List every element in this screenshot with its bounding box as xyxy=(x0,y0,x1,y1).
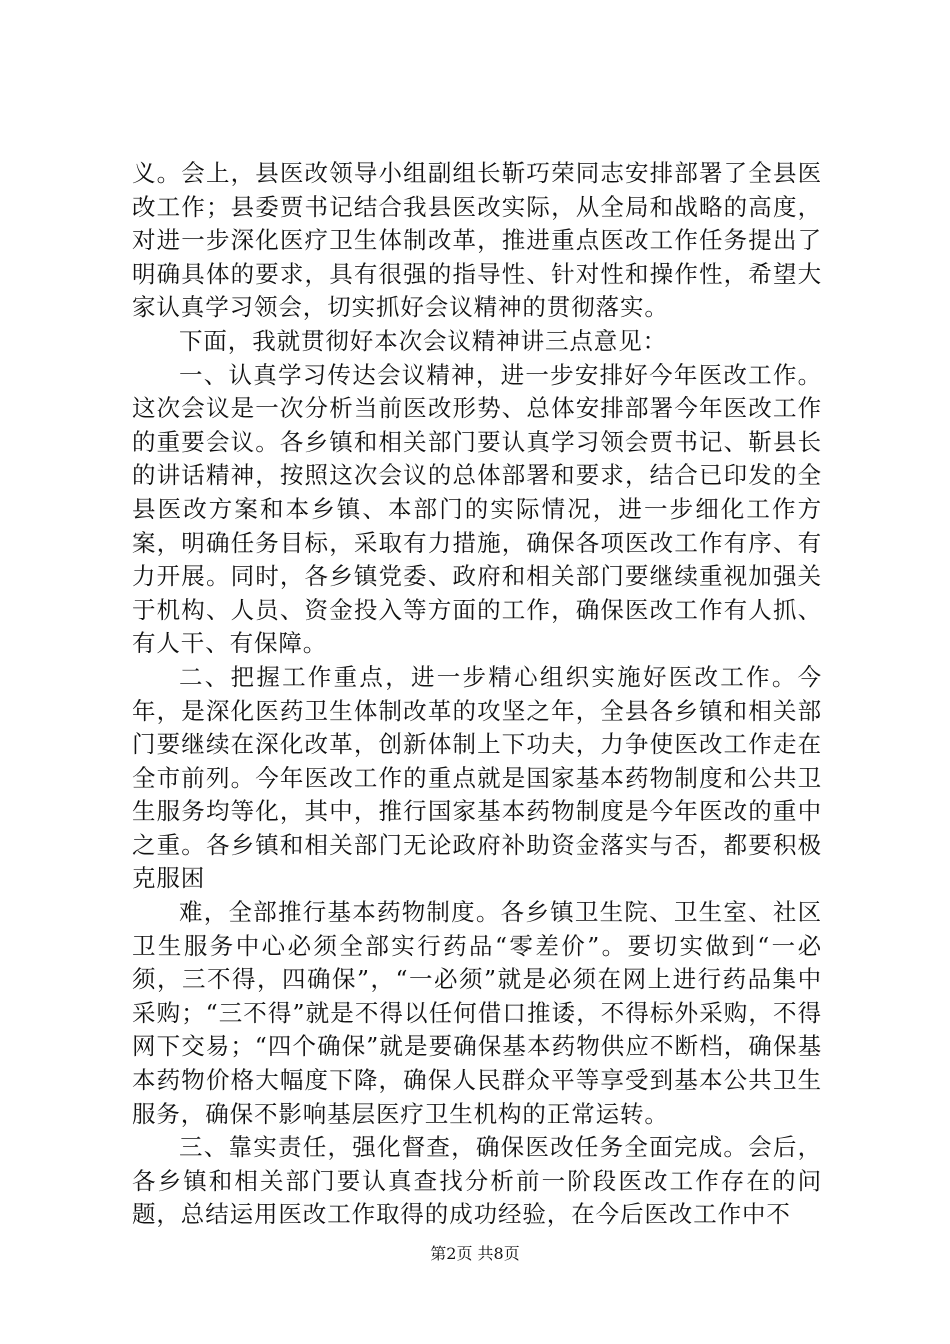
paragraph-5: 难，全部推行基本药物制度。各乡镇卫生院、卫生室、社区卫生服务中心必须全部实行药品“零差价”。要切实做到“一必须，三不得，四确保”，“一必须”就是必须在网上进行药品集中采购；“三不得”就是不得以任何借口推诿，不得标外采购，不得网下交易；“四个确保”就是要确保基本药物供应不断档，确保基本药物价格大幅度下降，确保人民群众平等享受到基本公共卫生服务，确保不影响基层医疗卫生机构的正常运转。 xyxy=(132,898,822,1128)
paragraph-4: 二、把握工作重点，进一步精心组织实施好医改工作。今年，是深化医药卫生体制改革的攻坚之年，全县各乡镇和相关部门要继续在深化改革，创新体制上下功夫，力争使医改工作走在全市前列。今年医改工作的重点就是国家基本药物制度和公共卫生服务均等化，其中，推行国家基本药物制度是今年医改的重中之重。各乡镇和相关部门无论政府补助资金落实与否，都要积极克服困 xyxy=(132,662,822,893)
paragraph-2: 下面，我就贯彻好本次会议精神讲三点意见： xyxy=(179,326,667,355)
paragraph-6: 三、靠实责任，强化督查，确保医改任务全面完成。会后，各乡镇和相关部门要认真查找分析前一阶段医改工作存在的问题，总结运用医改工作取得的成功经验，在今后医改工作中不 xyxy=(132,1133,822,1229)
page-footer xyxy=(0,1243,950,1265)
paragraph-1: 义。会上，县医改领导小组副组长靳巧荣同志安排部署了全县医改工作；县委贾书记结合我县医改实际，从全局和战略的高度，对进一步深化医疗卫生体制改革，推进重点医改工作任务提出了明确具体的要求，具有很强的指导性、针对性和操作性，希望大家认真学习领会，切实抓好会议精神的贯彻落实。 xyxy=(132,159,822,322)
page-number-label: 第2页 共8页 xyxy=(430,1244,520,1263)
paragraph-3: 一、认真学习传达会议精神，进一步安排好今年医改工作。这次会议是一次分析当前医改形势、总体安排部署今年医改工作的重要会议。各乡镇和相关部门要认真学习领会贾书记、靳县长的讲话精神，按照这次会议的总体部署和要求，结合已印发的全县医改方案和本乡镇、本部门的实际情况，进一步细化工作方案，明确任务目标，采取有力措施，确保各项医改工作有序、有力开展。同时，各乡镇党委、政府和相关部门要继续重视加强关于机构、人员、资金投入等方面的工作，确保医改工作有人抓、有人干、有保障。 xyxy=(132,360,822,658)
document-body xyxy=(132,157,822,1232)
